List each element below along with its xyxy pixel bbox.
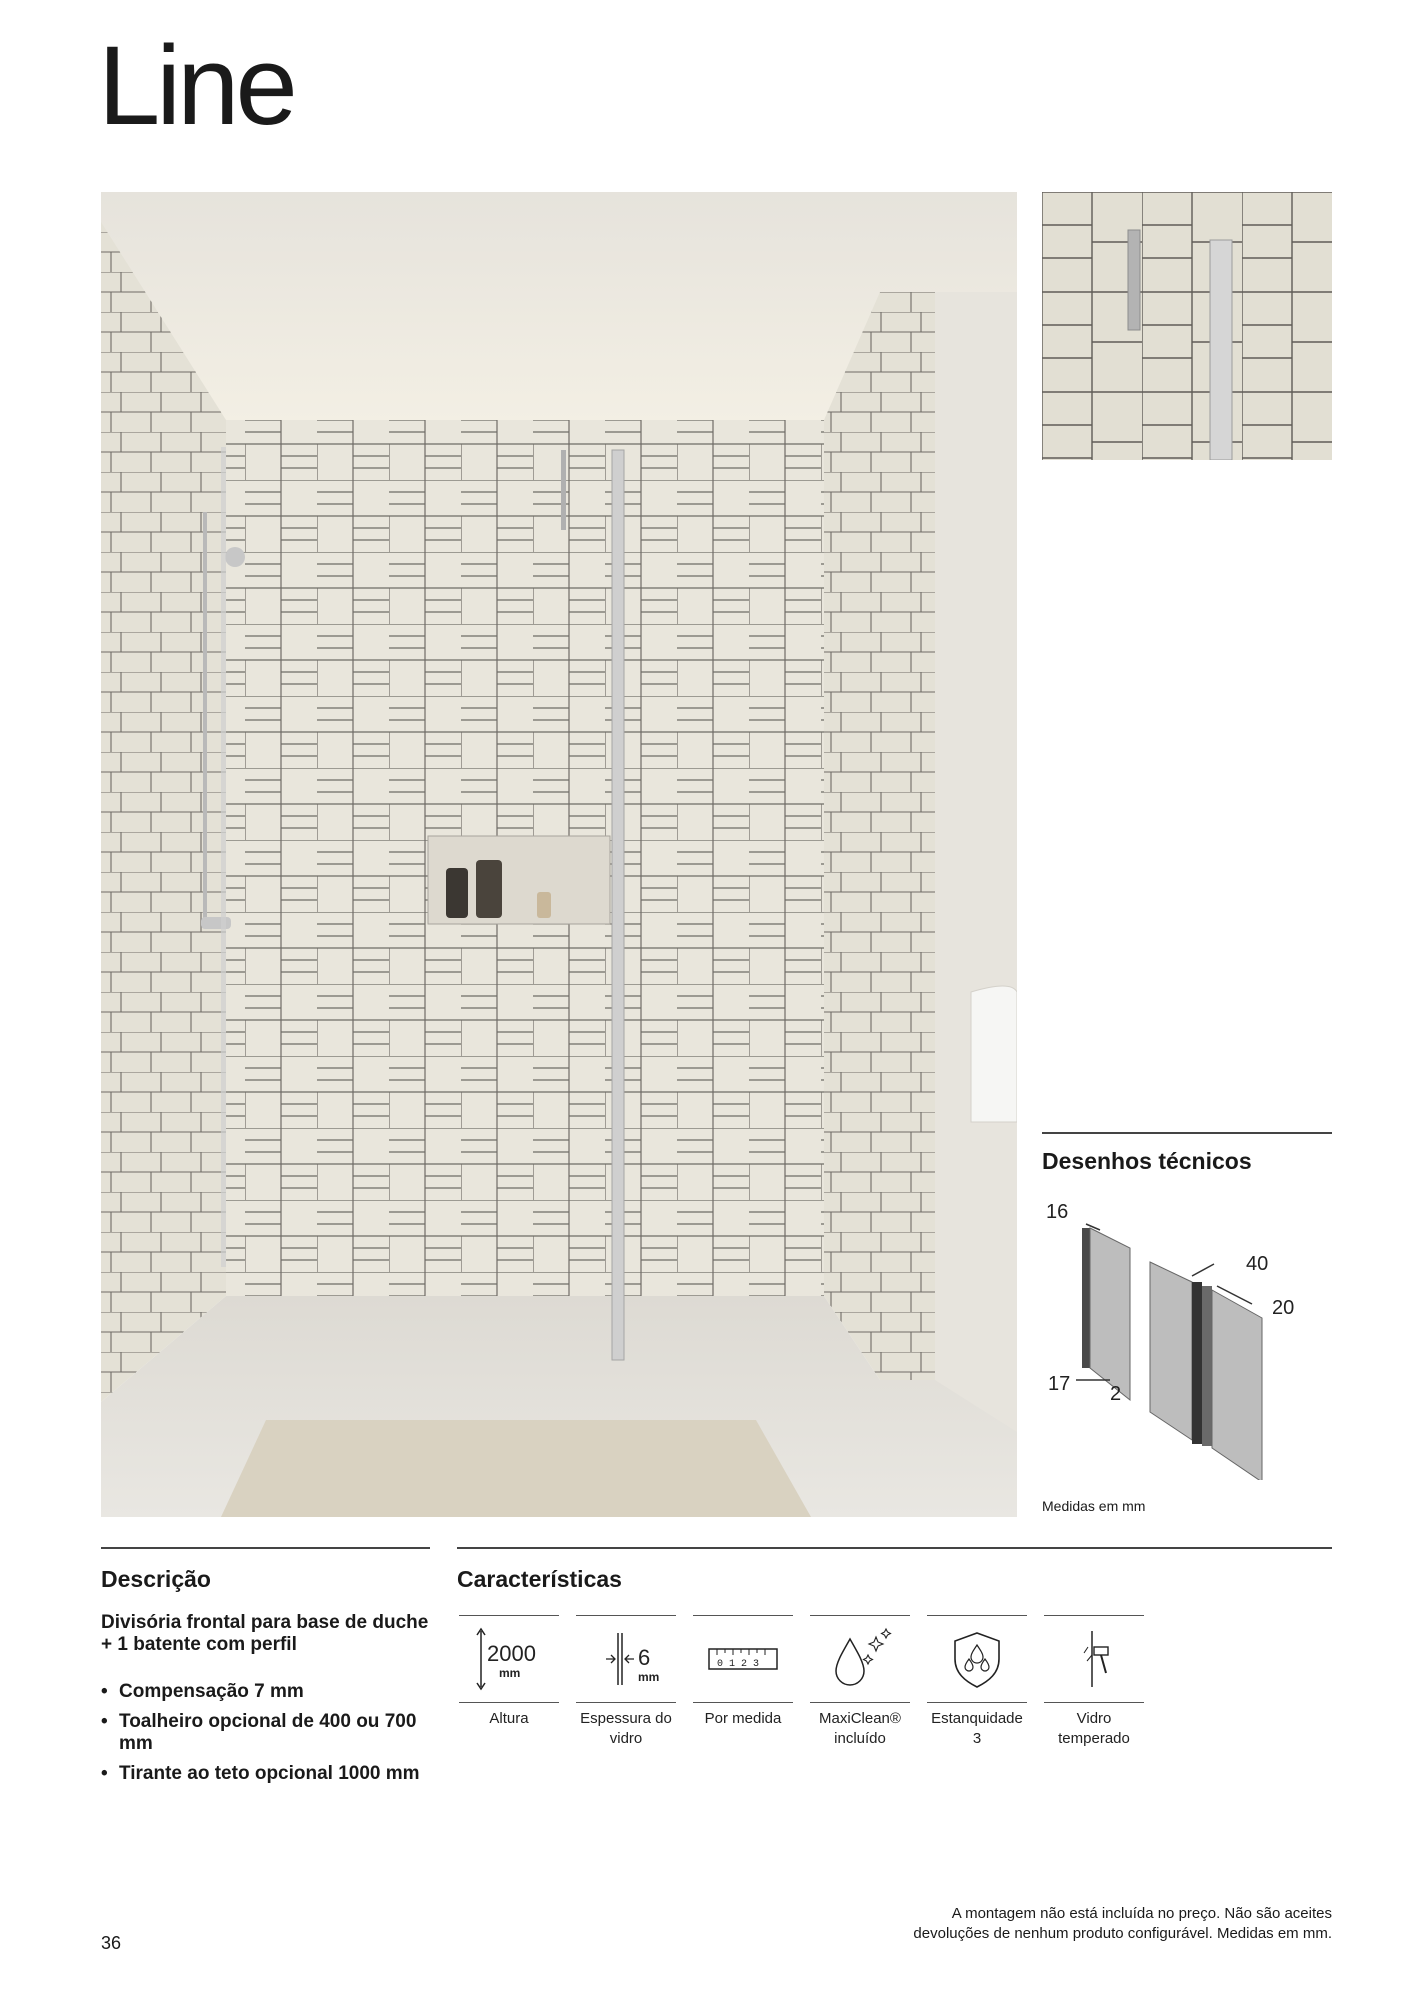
feature-glass-thickness: [576, 1615, 676, 1749]
footer-note-line2: devoluções de nenhum produto configurável. Medidas em mm.: [913, 1925, 1332, 1942]
height-value: 2000: [487, 1641, 536, 1666]
bullet-ceiling-rod: • Tirante ao teto opcional 1000 mm: [101, 1763, 421, 1785]
features-divider: [457, 1547, 1332, 1549]
ruler-icon: [703, 1625, 783, 1693]
feature-height: [459, 1615, 559, 1729]
bullet-compensation: • Compensação 7 mm: [101, 1681, 421, 1703]
page-title: Line: [98, 23, 294, 148]
description-heading: Descrição: [101, 1566, 211, 1592]
height-icon: [469, 1625, 549, 1693]
features-heading: Características: [457, 1566, 622, 1592]
thickness-value: 6: [638, 1645, 651, 1670]
feature-custom-size: [693, 1615, 793, 1729]
measurements-note: Medidas em mm: [1042, 1498, 1146, 1514]
feature-tempered-glass: [1044, 1615, 1144, 1749]
feature-maxiclean: [810, 1615, 910, 1749]
product-photo: [101, 192, 1017, 1517]
maxiclean-drop-icon: [820, 1625, 900, 1693]
description-main: Divisória frontal para base de duche + 1 batente com perfil: [101, 1612, 429, 1655]
dim-17: 17: [1048, 1373, 1071, 1395]
tempered-glass-hammer-icon: [1054, 1625, 1134, 1693]
dim-20: 20: [1272, 1297, 1295, 1319]
dim-2: 2: [1110, 1383, 1122, 1405]
feature-maxiclean-label: MaxiClean® incluído: [819, 1710, 901, 1747]
feature-custom-size-label: Por medida: [704, 1710, 782, 1727]
bullet-towel-rail: • Toalheiro opcional de 400 ou 700 mm: [101, 1711, 421, 1755]
height-unit: mm: [499, 1666, 521, 1680]
glass-thickness-icon: [586, 1625, 666, 1693]
feature-watertightness-label: Estanquidade 3: [931, 1710, 1023, 1747]
feature-height-label: Altura: [489, 1710, 529, 1727]
dim-40: 40: [1246, 1253, 1269, 1275]
feature-glass-thickness-label: Espessura do vidro: [580, 1710, 672, 1747]
technical-drawing: [1042, 1190, 1332, 1480]
footer-note: [732, 1904, 1332, 1944]
feature-watertightness: [927, 1615, 1027, 1749]
description-divider: [101, 1547, 430, 1549]
description-bullets: [101, 1681, 421, 1793]
dim-16: 16: [1046, 1201, 1069, 1223]
technical-heading: Desenhos técnicos: [1042, 1148, 1252, 1174]
page-number: 36: [101, 1933, 122, 1953]
thickness-unit: mm: [638, 1670, 660, 1684]
ruler-numbers: 0 1 2 3: [717, 1659, 760, 1670]
detail-photo: [1042, 192, 1332, 460]
technical-divider: [1042, 1132, 1332, 1134]
watertight-shield-icon: [937, 1625, 1017, 1693]
feature-tempered-glass-label: Vidro temperado: [1058, 1710, 1130, 1747]
footer-note-line1: A montagem não está incluída no preço. Não são aceites: [951, 1905, 1332, 1922]
